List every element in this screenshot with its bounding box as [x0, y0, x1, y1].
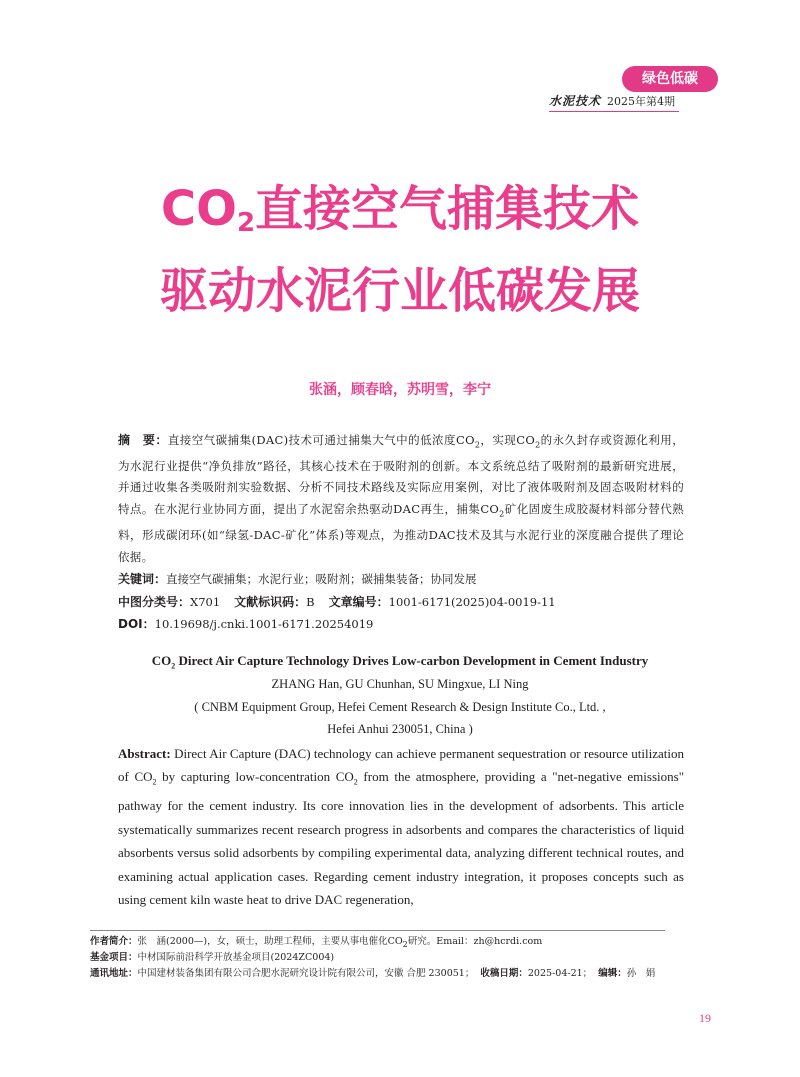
doc-code-value: B — [306, 595, 315, 609]
keywords — [118, 569, 684, 589]
author-info-label: 作者简介： — [90, 936, 138, 947]
abstract-label: 摘 要： — [118, 433, 168, 447]
doi-line — [118, 614, 684, 634]
page-number: 19 — [699, 1011, 711, 1025]
chinese-abstract — [118, 430, 684, 568]
section-tag: 绿色低碳 — [622, 66, 718, 92]
en-abstract-text-3: from the atmosphere, providing a "net-negative emissions" pathway for the cement industry. Its core innovation lies in the development of adsorbents. This article systematically summarizes recent research progress in adsorbents and compares the characteristics of liquid absorbents versus solid adsorbents by compiling experimental data, analyzing different technical routes, and examining actual application cases. Regarding cement industry integration, it proposes concepts such as using cement kiln waste heat to drive DAC regeneration, — [118, 769, 685, 908]
abstract-text-1: 直接空气碳捕集(DAC)技术可通过捕集大气中的低浓度CO — [167, 433, 475, 447]
journal-issue: 2025年第4期 — [607, 95, 676, 108]
subscript: 2 — [152, 778, 157, 787]
english-authors: ZHANG Han, GU Chunhan, SU Mingxue, LI Ning — [271, 677, 529, 691]
subscript: 2 — [402, 939, 408, 949]
article-title — [0, 175, 800, 325]
english-title — [0, 653, 800, 671]
subscript: 2 — [499, 509, 505, 519]
en-title-text: Direct Air Capture Technology Drives Low-carbon Development in Cement Industry — [175, 653, 649, 668]
subscript: 2 — [474, 440, 481, 450]
classification-line — [118, 592, 684, 612]
en-abstract-text-2: by capturing low-concentration CO — [156, 769, 354, 785]
cls-value: X701 — [190, 595, 221, 609]
abstract-text-2: ，实现CO — [480, 433, 536, 447]
keywords-label: 关键词： — [118, 572, 167, 586]
doi-link[interactable]: 10.19698/j.cnki.1001-6171.20254019 — [154, 617, 374, 631]
article-number-value: 1001-6171(2025)04-0019-11 — [388, 595, 556, 609]
english-affiliation-1: ( CNBM Equipment Group, Hefei Cement Research & Design Institute Co., Ltd. , — [194, 700, 606, 714]
received-date: 2025-04-21； — [527, 968, 593, 979]
footnote-rule — [90, 930, 665, 931]
subscript: 2 — [535, 440, 541, 450]
fund-label: 基金项目： — [90, 952, 138, 963]
editor-label: 编辑： — [598, 968, 627, 979]
title-subscript: 2 — [236, 208, 256, 238]
en-abstract-label: Abstract: — [118, 746, 171, 761]
en-abstract-text-1: Direct Air Capture (DAC) technology can achieve permanent sequestration or resource utilization of CO — [118, 746, 684, 785]
title-line-2: 驱动水泥行业低碳发展 — [159, 263, 640, 319]
author-list: 张涵，顾春晗，苏明雪，李宁 — [309, 382, 491, 398]
fund-text: 中材国际前沿科学开放基金项目(2024ZC004) — [137, 952, 335, 963]
author-email[interactable]: 研究。Email：zh@hcrdi.com — [407, 936, 543, 947]
editor-name: 孙 娟 — [626, 968, 656, 979]
address-label: 通讯地址： — [90, 968, 138, 979]
journal-name: 水泥技术 — [549, 94, 602, 108]
abstract-text-3: 的永久封存或资源化利用，为水泥行业提供“净负排放”路径，其核心技术在于吸附剂的创新。本文系统总结了吸附剂的最新研究进展，并通过收集各类吸附剂实验数据、分析不同技术路线及实际应用案例，对比了液体吸附剂及固态吸附材料的特点。在水泥行业协同方面，提出了水泥窑余热驱动DAC再生，捕集CO — [118, 433, 684, 517]
en-title-co: CO — [151, 653, 172, 668]
received-label: 收稿日期： — [480, 968, 528, 979]
address-text: 中国建材装备集团有限公司合肥水泥研究设计院有限公司，安徽 合肥 230051； — [137, 968, 475, 979]
footnote-fund — [90, 951, 730, 965]
footnote-address — [90, 967, 730, 981]
cls-label: 中图分类号： — [118, 595, 191, 609]
header-rule — [549, 111, 679, 112]
doc-code-label: 文献标识码： — [234, 595, 307, 609]
subscript: 2 — [171, 661, 176, 671]
footnote-author — [90, 935, 730, 952]
subscript: 2 — [353, 778, 358, 787]
title-co: CO — [160, 181, 237, 237]
keywords-text: 直接空气碳捕集；水泥行业；吸附剂；碳捕集装备；协同发展 — [166, 572, 477, 586]
author-info-text: 张 涵(2000—)，女，硕士，助理工程师，主要从事电催化CO — [137, 936, 403, 947]
title-line-1 — [0, 175, 800, 257]
doi-label: DOI： — [118, 617, 155, 631]
title-line-1-text: 直接空气捕集技术 — [255, 181, 640, 237]
article-number-label: 文章编号： — [328, 595, 389, 609]
english-affiliation-2: Hefei Anhui 230051, China ) — [327, 722, 473, 736]
english-abstract — [118, 742, 684, 911]
journal-header — [549, 94, 675, 109]
abstract-text-4: 矿化固废生成胶凝材料部分替代熟料，形成碳闭环(如“绿氢-DAC-矿化”体系)等观点，为推动DAC技术及其与水泥行业的深度融合提供了理论依据。 — [118, 502, 685, 564]
